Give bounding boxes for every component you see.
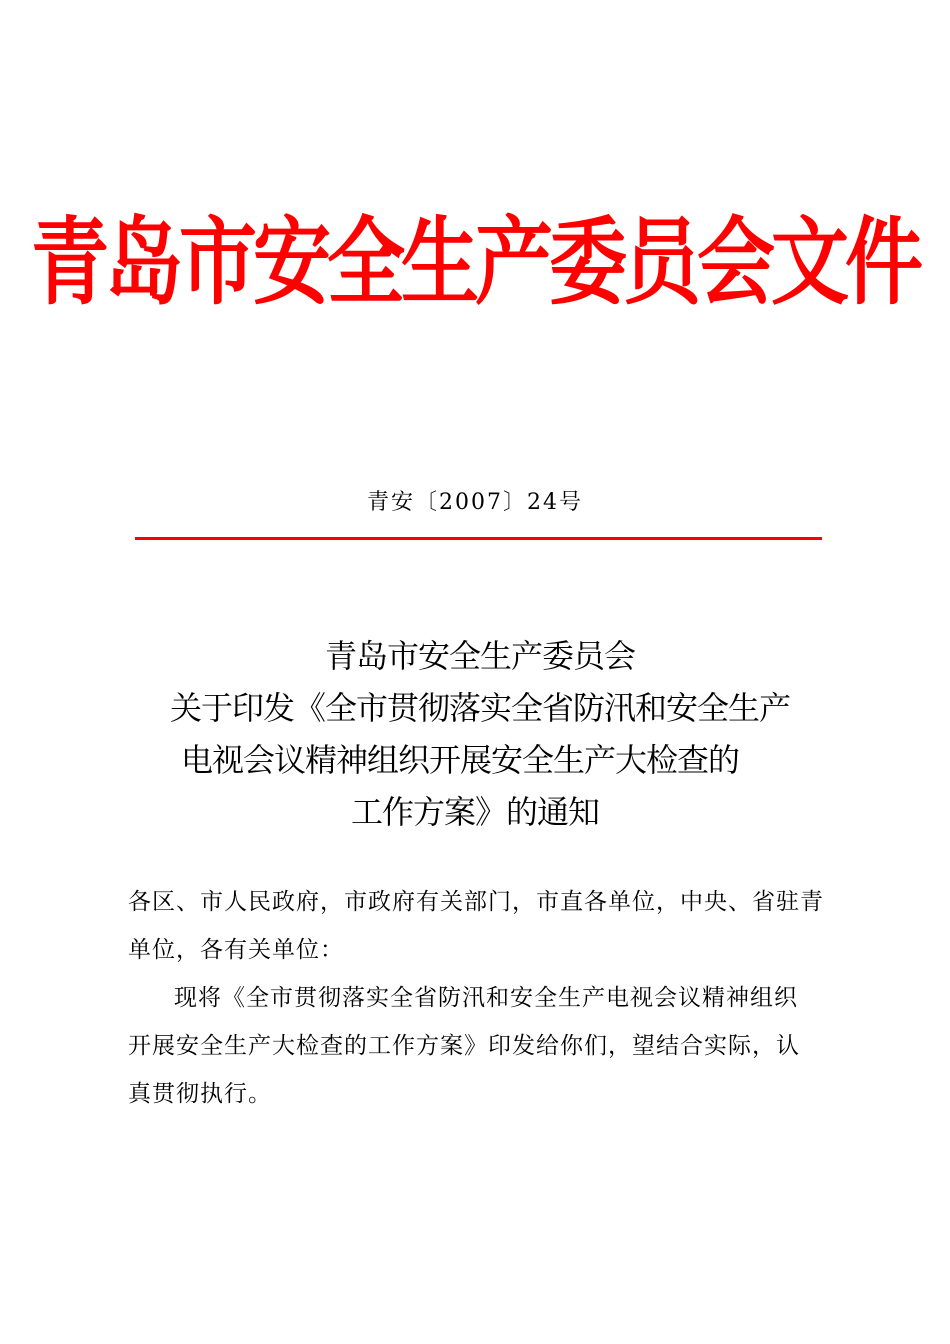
body-paragraph-line-1: 现将《全市贯彻落实全省防汛和安全生产电视会议精神组织 xyxy=(174,985,798,1011)
body-paragraph-line-2: 开展安全生产大检查的工作方案》印发给你们，望结合实际，认 xyxy=(128,1033,800,1059)
notice-body xyxy=(128,878,828,1118)
addressee-line-1: 各区、市人民政府，市政府有关部门，市直各单位，中央、省驻青 xyxy=(128,889,824,915)
notice-title xyxy=(0,630,950,838)
title-line-3: 电视会议精神组织开展安全生产大检查的 xyxy=(180,741,739,779)
title-line-1: 青岛市安全生产委员会 xyxy=(324,637,635,675)
masthead-title: 青岛市安全生产委员会文件 xyxy=(30,208,919,318)
document-number: 青安〔2007〕24号 xyxy=(367,490,583,515)
body-paragraph-line-3: 真贯彻执行。 xyxy=(128,1081,272,1107)
addressee-line-2: 单位，各有关单位： xyxy=(128,937,344,963)
title-line-4: 工作方案》的通知 xyxy=(350,793,599,831)
title-line-2: 关于印发《全市贯彻落实全省防汛和安全生产 xyxy=(169,689,790,727)
red-divider-rule xyxy=(135,537,822,540)
